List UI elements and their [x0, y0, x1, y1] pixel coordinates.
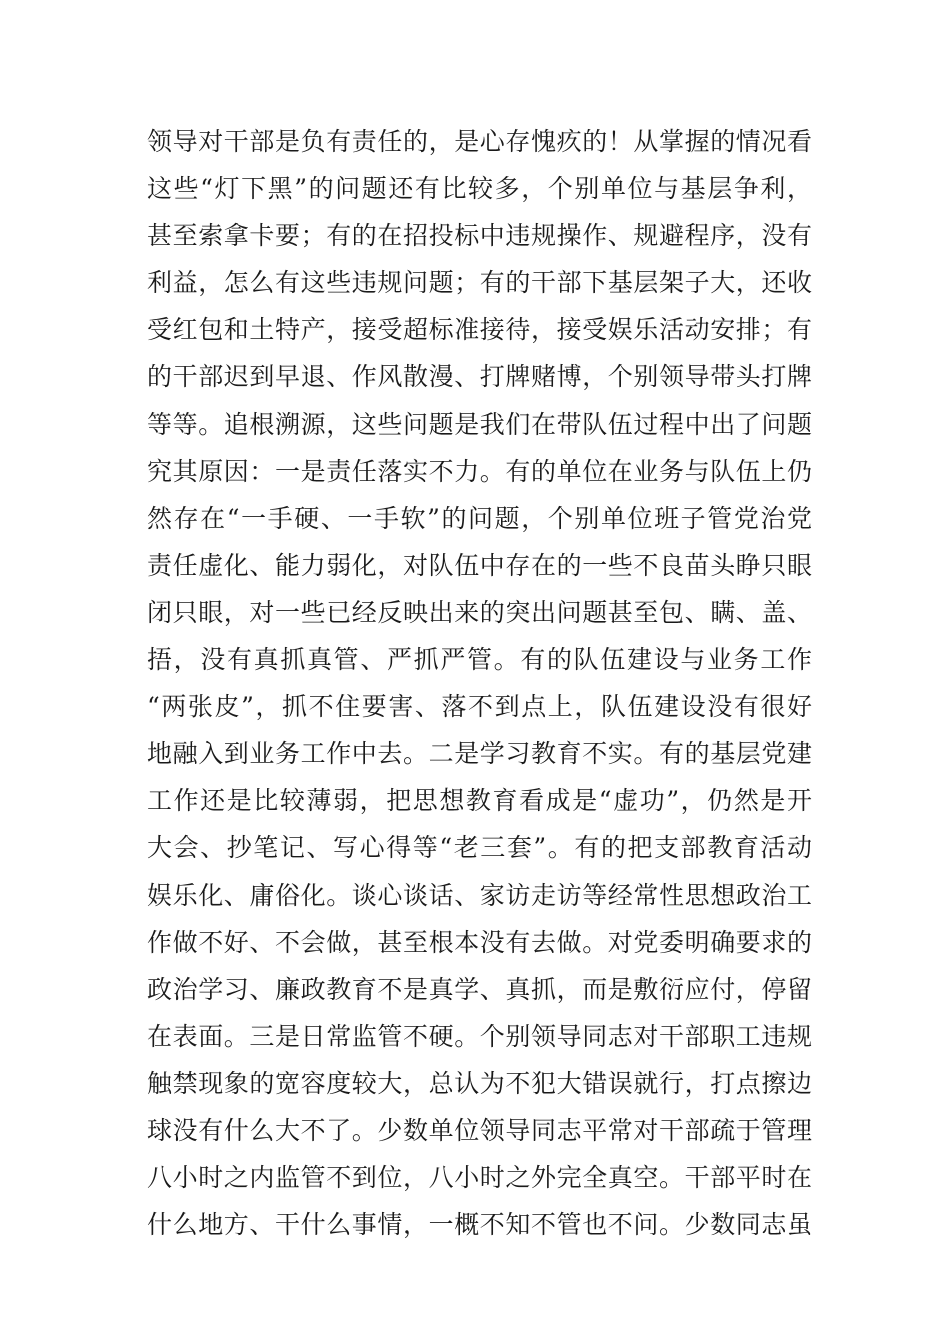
text-line: 什么地方、干什么事情，一概不知不管也不问。少数同志虽 — [147, 1210, 812, 1240]
text-line: 工作还是比较薄弱，把思想教育看成是“虚功”，仍然是开 — [147, 786, 812, 816]
text-line: 八小时之内监管不到位，八小时之外完全真空。干部平时在 — [147, 1163, 812, 1193]
text-line: 触禁现象的宽容度较大，总认为不犯大错误就行，打点擦边 — [147, 1068, 812, 1098]
text-line: 领导对干部是负有责任的，是心存愧疚的！从掌握的情况看 — [147, 127, 812, 156]
text-line: 作做不好、不会做，甚至根本没有去做。对党委明确要求的 — [147, 927, 812, 957]
text-line: 球没有什么大不了。少数单位领导同志平常对干部疏于管理 — [147, 1115, 812, 1145]
text-line: 地融入到业务工作中去。二是学习教育不实。有的基层党建 — [147, 739, 812, 769]
text-line: 这些“灯下黑”的问题还有比较多，个别单位与基层争利， — [147, 174, 812, 204]
text-line: 娱乐化、庸俗化。谈心谈话、家访走访等经常性思想政治工 — [147, 880, 812, 910]
text-line: 究其原因：一是责任落实不力。有的单位在业务与队伍上仍 — [147, 456, 812, 486]
text-line: 受红包和土特产，接受超标准接待，接受娱乐活动安排；有 — [147, 315, 812, 345]
text-line: 捂，没有真抓真管、严抓严管。有的队伍建设与业务工作 — [147, 645, 812, 675]
text-line: 大会、抄笔记、写心得等“老三套”。有的把支部教育活动 — [147, 833, 812, 863]
text-line: 责任虚化、能力弱化，对队伍中存在的一些不良苗头睁只眼 — [147, 550, 812, 580]
text-line: “两张皮”，抓不住要害、落不到点上，队伍建设没有很好 — [147, 692, 812, 722]
text-line: 然存在“一手硬、一手软”的问题，个别单位班子管党治党 — [147, 503, 812, 533]
text-line: 利益，怎么有这些违规问题；有的干部下基层架子大，还收 — [147, 268, 812, 298]
text-line: 政治学习、廉政教育不是真学、真抓，而是敷衍应付，停留 — [147, 974, 812, 1004]
text-line: 甚至索拿卡要；有的在招投标中违规操作、规避程序，没有 — [147, 221, 812, 251]
body-text — [147, 118, 812, 1248]
text-line: 闭只眼，对一些已经反映出来的突出问题甚至包、瞒、盖、 — [147, 597, 812, 627]
text-line: 的干部迟到早退、作风散漫、打牌赌博，个别领导带头打牌 — [147, 362, 812, 392]
text-line: 在表面。三是日常监管不硬。个别领导同志对干部职工违规 — [147, 1021, 812, 1051]
text-line: 等等。追根溯源，这些问题是我们在带队伍过程中出了问题 — [147, 409, 812, 439]
